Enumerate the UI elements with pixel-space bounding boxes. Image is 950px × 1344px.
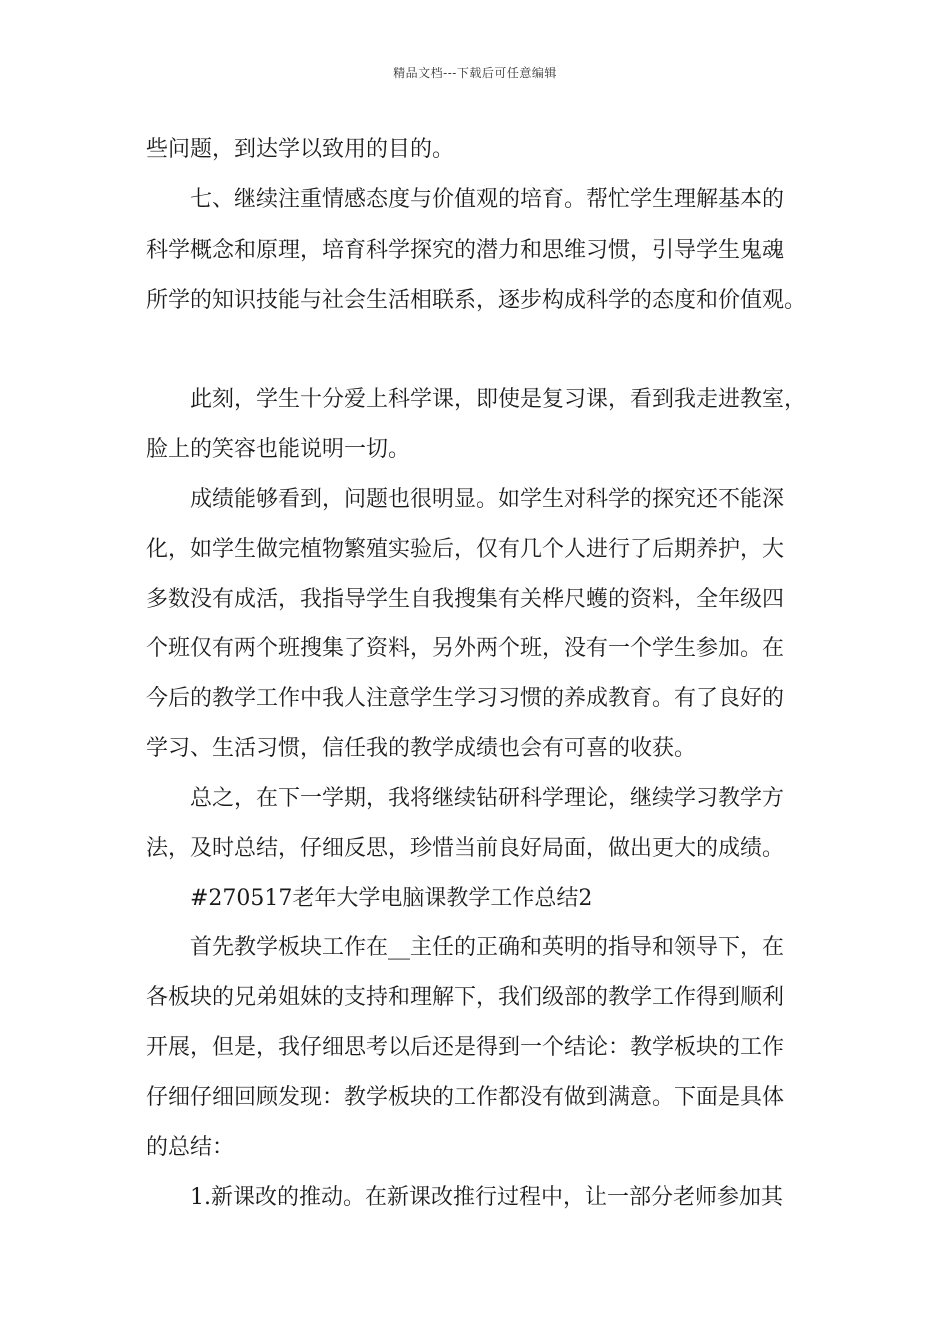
text-line: 总之，在下一学期，我将继续钻研科学理论，继续学习教学方 [190,786,785,811]
text-line: 各板块的兄弟姐妹的支持和理解下，我们级部的教学工作得到顺利 [146,985,785,1010]
text-line: 化，如学生做完植物繁殖实验后，仅有几个人进行了后期养护，大 [146,537,785,562]
text-line: 学习、生活习惯，信任我的教学成绩也会有可喜的收获。 [146,736,697,761]
text-line: 些问题，到达学以致用的目的。 [146,137,455,162]
text-line: 的总结： [146,1135,235,1160]
text-line: 科学概念和原理，培育科学探究的潜力和思维习惯，引导学生鬼魂 [146,238,785,263]
text-line: 仔细仔细回顾发现：教学板块的工作都没有做到满意。下面是具体 [146,1085,785,1110]
page-header: 精品文档---下载后可任意编辑 [393,66,557,80]
text-line: 成绩能够看到，问题也很明显。如学生对科学的探究还不能深 [190,487,785,512]
text-line: 脸上的笑容也能说明一切。 [146,437,411,462]
text-line: 七、继续注重情感态度与价值观的培育。帮忙学生理解基本的 [190,187,785,212]
text-line: 开展，但是，我仔细思考以后还是得到一个结论：教学板块的工作 [146,1035,785,1060]
text-line: 1.新课改的推动。在新课改推行过程中，让一部分老师参加其 [190,1185,783,1210]
text-line: 首先教学板块工作在__主任的正确和英明的指导和领导下，在 [190,935,785,960]
text-line: 今后的教学工作中我人注意学生学习习惯的养成教育。有了良好的 [146,686,785,711]
text-line: 多数没有成活，我指导学生自我搜集有关桦尺蠖的资料，全年级四 [146,587,785,612]
text-line: 个班仅有两个班搜集了资料，另外两个班，没有一个学生参加。在 [146,636,785,661]
text-line: 法，及时总结，仔细反思，珍惜当前良好局面，做出更大的成绩。 [146,836,785,861]
text-line: 此刻，学生十分爱上科学课，即使是复习课，看到我走进教室， [190,387,807,412]
text-line: 所学的知识技能与社会生活相联系，逐步构成科学的态度和价值观。 [146,288,807,313]
section-title: #270517老年大学电脑课教学工作总结2 [190,886,593,911]
